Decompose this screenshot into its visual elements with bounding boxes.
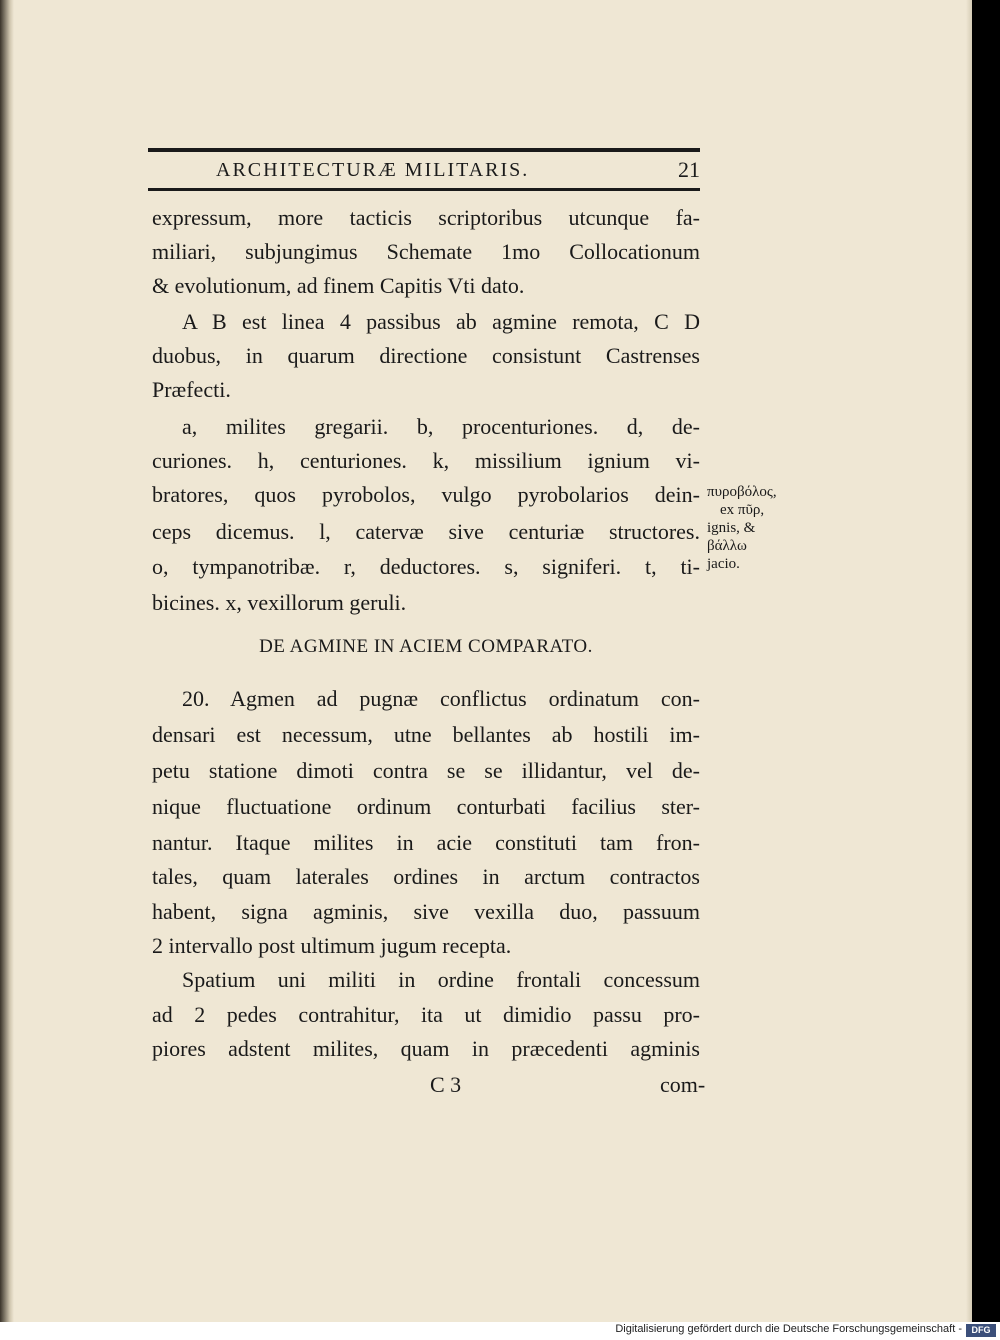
text-line: Præfecti. [152, 377, 231, 402]
text-line: o, tympanotribæ. r, deductores. s, signiferi. t, ti- [152, 554, 700, 579]
gutter-shadow [0, 0, 14, 1322]
running-title: ARCHITECTURÆ MILITARIS. [216, 159, 530, 181]
text-line: densari est necessum, utne bellantes ab hostili im- [152, 722, 700, 747]
text-line: & evolutionum, ad finem Capitis Vti dato. [152, 273, 525, 298]
running-head [148, 155, 700, 185]
text-line: bratores, quos pyrobolos, vulgo pyrobolarios dein- [152, 482, 700, 507]
text-line: nantur. Itaque milites in acie constituti tam fron- [152, 830, 700, 855]
dfg-logo: DFG [966, 1324, 996, 1337]
text-line: A B est linea 4 passibus ab agmine remota, C D [182, 309, 700, 334]
header-rule-top [148, 148, 700, 152]
margin-note-line: πυροβόλος, [707, 484, 777, 500]
text-line: tales, quam laterales ordines in arctum contractos [152, 864, 700, 889]
text-line: expressum, more tacticis scriptoribus utcunque fa- [152, 205, 700, 230]
text-line: Spatium uni militi in ordine frontali concessum [182, 967, 700, 992]
text-line: piores adstent milites, quam in præcedenti agminis [152, 1036, 700, 1061]
signature-mark: C 3 [430, 1072, 462, 1097]
scan-border [972, 0, 1000, 1322]
text-line: ceps dicemus. l, catervæ sive centuriæ structores. [152, 519, 700, 544]
margin-note-line: ignis, & [707, 520, 756, 536]
text-line: habent, signa agminis, sive vexilla duo, passuum [152, 899, 700, 924]
margin-note-line: jacio. [707, 556, 740, 572]
text-line: curiones. h, centuriones. k, missilium ignium vi- [152, 448, 700, 473]
text-line: ad 2 pedes contrahitur, ita ut dimidio passu pro- [152, 1002, 700, 1027]
catchword: com- [660, 1072, 706, 1097]
text-line: miliari, subjungimus Schemate 1mo Collocationum [152, 239, 700, 264]
digitization-footer [0, 1322, 1000, 1340]
margin-note-line: ex πῦρ, [720, 502, 765, 518]
text-line: 20. Agmen ad pugnæ conflictus ordinatum con- [182, 686, 700, 711]
text-line: nique fluctuatione ordinum conturbati facilius ster- [152, 794, 700, 819]
text-line: petu statione dimoti contra se se illidantur, vel de- [152, 758, 700, 783]
margin-note-line: βάλλω [707, 538, 747, 554]
section-heading: DE AGMINE IN ACIEM COMPARATO. [259, 636, 593, 657]
header-rule-bottom [148, 188, 700, 191]
text-line: duobus, in quarum directione consistunt Castrenses [152, 343, 700, 368]
text-line: bicines. x, vexillorum geruli. [152, 590, 407, 615]
text-line: a, milites gregarii. b, procenturiones. d, de- [182, 414, 700, 439]
page-number: 21 [678, 157, 700, 182]
text-line: 2 intervallo post ultimum jugum recepta. [152, 933, 512, 958]
digitization-credit: Digitalisierung gefördert durch die Deutsche Forschungsgemeinschaft - [615, 1323, 962, 1335]
